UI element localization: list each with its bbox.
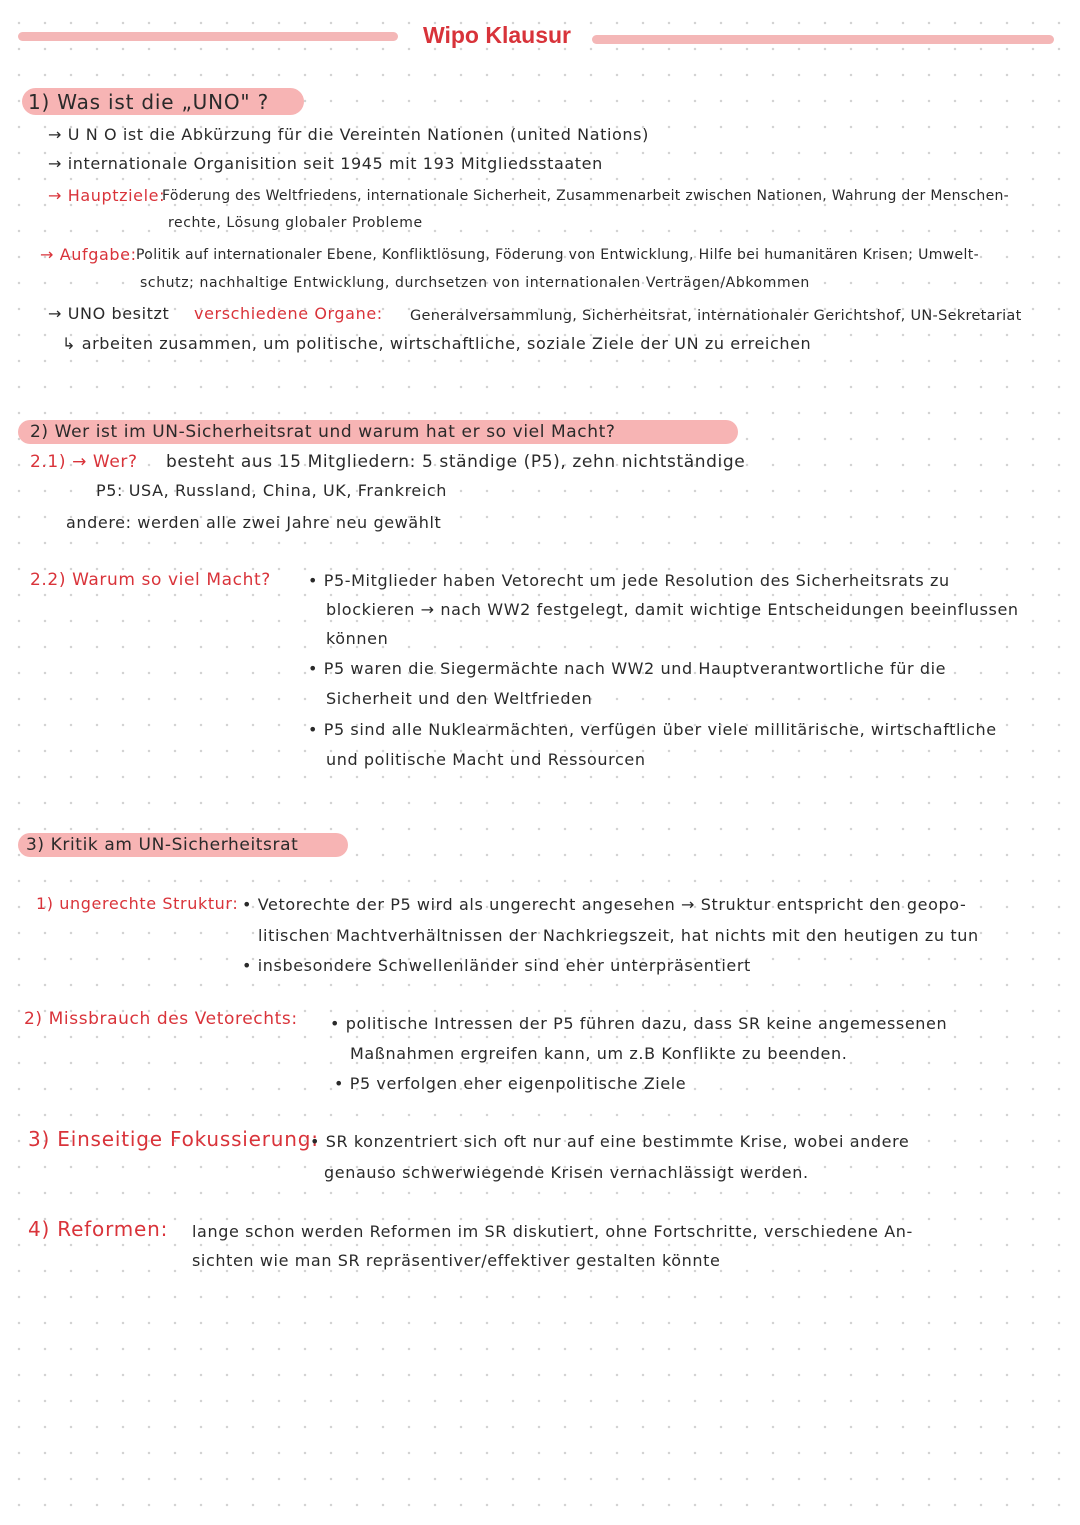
s2-bullet-3b: und politische Macht und Ressourcen [326, 750, 646, 769]
s1-aufgabe-text-2: schutz; nachhaltige Entwicklung, durchsetzen von internationalen Verträgen/Abkommen [140, 275, 810, 291]
s3-kritik1-a: • Vetorechte der P5 wird als ungerecht angesehen → Struktur entspricht den geopo- [242, 895, 967, 914]
s3-kritik4-a: lange schon werden Reformen im SR diskutiert, ohne Fortschritte, verschiedene An- [192, 1222, 913, 1241]
s2-andere: andere: werden alle zwei Jahre neu gewählt [66, 513, 442, 532]
s1-organe-text: Generalversammlung, Sicherheitsrat, internationaler Gerichtshof, UN-Sekretariat [410, 308, 1022, 324]
s2-bullet-1a: • P5-Mitglieder haben Vetorecht um jede Resolution des Sicherheitsrats zu [308, 571, 950, 590]
s2-bullet-2b: Sicherheit und den Weltfrieden [326, 689, 593, 708]
s3-kritik4-label: 4) Reformen: [28, 1217, 169, 1241]
s1-hauptziele-text: Föderung des Weltfriedens, internationale Sicherheit, Zusammenarbeit zwischen Nationen, Wahrung der Menschen- [162, 188, 1010, 204]
s1-organe-text-2: ↳ arbeiten zusammen, um politische, wirtschaftliche, soziale Ziele der UN zu erreichen [62, 334, 812, 353]
section1-heading: 1) Was ist die „UNO" ? [28, 90, 269, 114]
s3-kritik1-label: 1) ungerechte Struktur: [36, 894, 239, 913]
title-underline-right [592, 35, 1054, 44]
s2-bullet-1c: können [326, 629, 389, 648]
s3-kritik1-c: • insbesondere Schwellenländer sind eher unterpräsentiert [242, 956, 751, 975]
s2-bullet-1b: blockieren → nach WW2 festgelegt, damit wichtige Entscheidungen beeinflussen [326, 600, 1019, 619]
s3-kritik2-c: • P5 verfolgen eher eigenpolitische Ziele [334, 1074, 687, 1093]
s2-wer-label: 2.1) → Wer? [30, 452, 138, 472]
s2-bullet-3a: • P5 sind alle Nuklearmächten, verfügen über viele millitärische, wirtschaftliche [308, 720, 997, 739]
s3-kritik2-a: • politische Intressen der P5 führen dazu, dass SR keine angemessenen [330, 1014, 948, 1033]
s1-line-2: → internationale Organisition seit 1945 mit 193 Mitgliedsstaaten [48, 154, 603, 173]
s3-kritik2-b: Maßnahmen ergreifen kann, um z.B Konflikte zu beenden. [350, 1044, 848, 1063]
section3-heading: 3) Kritik am UN-Sicherheitsrat [26, 835, 299, 855]
s2-p5-members: P5: USA, Russland, China, UK, Frankreich [96, 481, 448, 500]
s1-hauptziele-text-2: rechte, Lösung globaler Probleme [168, 215, 423, 231]
s1-organe-pre: → UNO besitzt [48, 304, 170, 323]
s3-kritik3-label: 3) Einseitige Fokussierung: [28, 1127, 319, 1151]
s3-kritik3-a: • SR konzentriert sich oft nur auf eine bestimmte Krise, wobei andere [310, 1132, 910, 1151]
s3-kritik2-label: 2) Missbrauch des Vetorechts: [24, 1009, 298, 1029]
s2-wer-text: besteht aus 15 Mitgliedern: 5 ständige (P5), zehn nichtständige [166, 452, 746, 472]
s3-kritik1-b: litischen Machtverhältnissen der Nachkriegszeit, hat nichts mit den heutigen zu tun [258, 926, 979, 945]
s2-bullet-2a: • P5 waren die Siegermächte nach WW2 und Hauptverantwortliche für die [308, 659, 947, 678]
s1-aufgabe-text: Politik auf internationaler Ebene, Konfliktlösung, Föderung von Entwicklung, Hilfe bei humanitären Krisen; Umwelt- [136, 247, 980, 263]
page-title: Wipo Klausur [422, 22, 572, 48]
s3-kritik3-b: genauso schwerwiegende Krisen vernachlässigt werden. [324, 1163, 809, 1182]
s3-kritik4-b: sichten wie man SR repräsentiver/effektiver gestalten könnte [192, 1251, 721, 1270]
title-underline-left [18, 32, 398, 41]
s1-hauptziele-label: → Hauptziele: [48, 186, 166, 205]
s2-warum-label: 2.2) Warum so viel Macht? [30, 570, 271, 590]
s1-line-1: → U N O ist die Abkürzung für die Vereinten Nationen (united Nations) [48, 125, 649, 144]
s1-aufgabe-label: → Aufgabe: [40, 245, 137, 264]
section2-heading: 2) Wer ist im UN-Sicherheitsrat und warum hat er so viel Macht? [30, 422, 616, 442]
s1-organe-label: verschiedene Organe: [194, 304, 383, 323]
